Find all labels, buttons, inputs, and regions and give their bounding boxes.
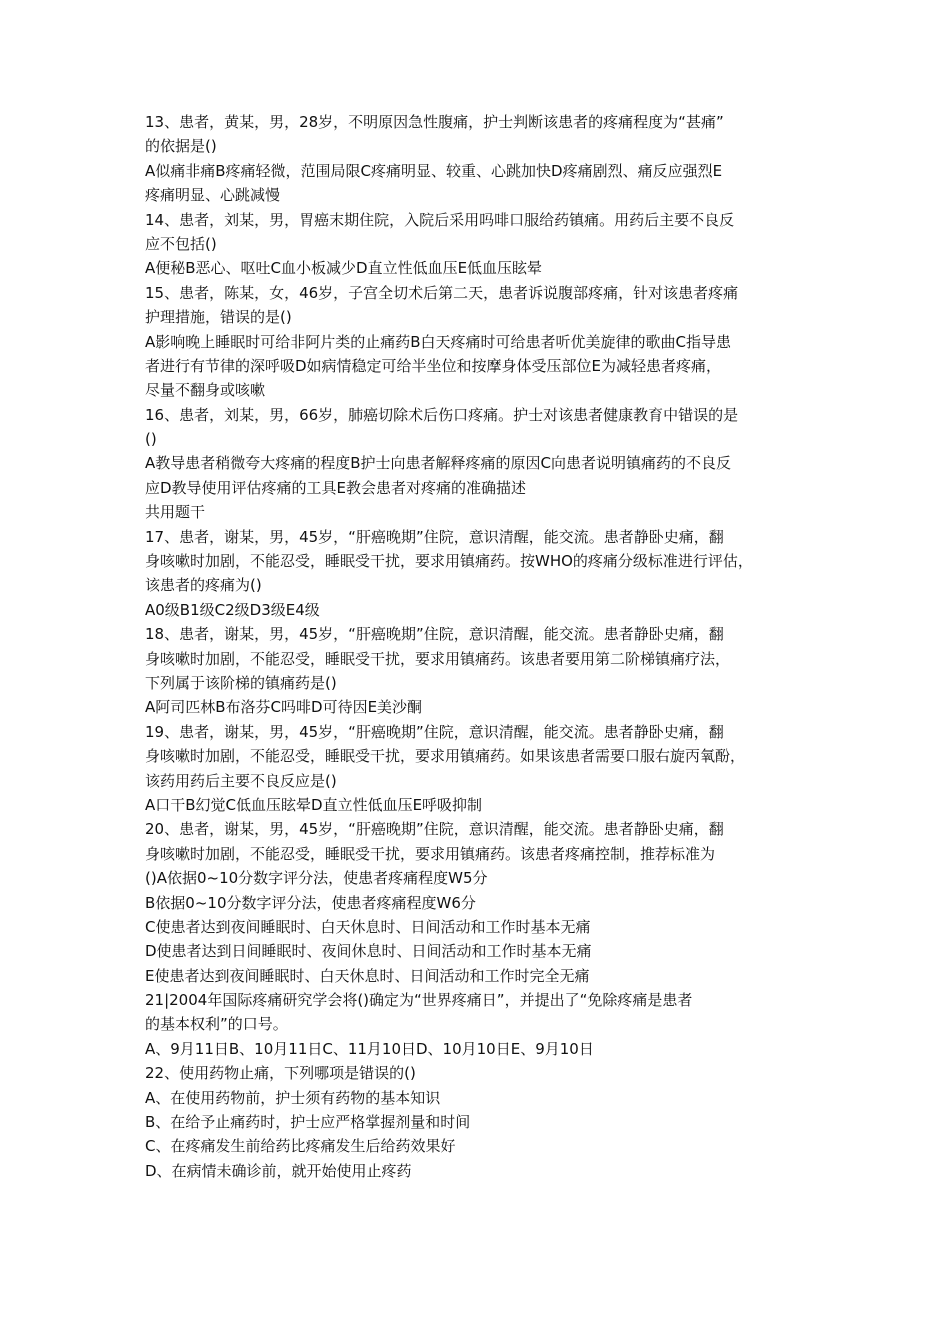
text-line: 护理措施，错误的是() bbox=[145, 308, 292, 327]
text-line: 该药用药后主要不良反应是() bbox=[145, 771, 337, 790]
text-line: 17、患者，谢某，男，45岁，“肝癌晚期”住院，意识清醒，能交流。患者静卧史痛，翻 bbox=[145, 527, 724, 546]
text-line: 22、使用药物止痛，下列哪项是错误的() bbox=[145, 1064, 416, 1083]
text-line: C使患者达到夜间睡眠时、白天休息时、日间活动和工作时基本无痛 bbox=[145, 917, 591, 936]
text-line: A影响晚上睡眠时可给非阿片类的止痛药B白天疼痛时可给患者听优美旋律的歌曲C指导患 bbox=[145, 332, 732, 351]
text-line: 14、患者，刘某，男，胃癌末期住院，入院后采用吗啡口服给药镇痛。用药后主要不良反 bbox=[145, 210, 735, 229]
text-line: D、在病情未确诊前，就开始使用止疼药 bbox=[145, 1161, 412, 1180]
document-page bbox=[145, 110, 835, 1183]
text-line: 13、患者，黄某，男，28岁，不明原因急性腹痛，护士判断该患者的疼痛程度为“甚痛” bbox=[145, 113, 724, 131]
text-line: 身咳嗽时加剧，不能忍受，睡眠受干扰，要求用镇痛药。按WHO的疼痛分级标准进行评估， bbox=[145, 552, 753, 571]
text-line: 20、患者，谢某，男，45岁，“肝癌晚期”住院，意识清醒，能交流。患者静卧史痛，翻 bbox=[145, 820, 724, 839]
text-line: 该患者的疼痛为() bbox=[145, 576, 262, 595]
text-line: A、在使用药物前，护士须有药物的基本知识 bbox=[145, 1088, 441, 1107]
text-line: 下列属于该阶梯的镇痛药是() bbox=[145, 673, 337, 692]
text-line: A教导患者稍微夸大疼痛的程度B护士向患者解释疼痛的原因C向患者说明镇痛药的不良反 bbox=[145, 454, 732, 473]
text-line: 18、患者，谢某，男，45岁，“肝癌晚期”住院，意识清醒，能交流。患者静卧史痛，翻 bbox=[145, 625, 724, 644]
text-line: 21|2004年国际疼痛研究学会将()确定为“世界疼痛日”，并提出了“免除疼痛是患者 bbox=[145, 991, 693, 1010]
text-line: B、在给予止痛药时，护士应严格掌握剂量和时间 bbox=[145, 1113, 471, 1132]
text-line: C、在疼痛发生前给药比疼痛发生后给药效果好 bbox=[145, 1137, 456, 1156]
text-line: A0级B1级C2级D3级E4级 bbox=[145, 600, 320, 619]
text-line: 16、患者，刘某，男，66岁，肺癌切除术后伤口疼痛。护士对该患者健康教育中错误的是 bbox=[145, 405, 739, 424]
text-line: A阿司匹林B布洛芬C吗啡D可待因E美沙酮 bbox=[145, 698, 423, 717]
text-line: 的基本权利”的口号。 bbox=[145, 1015, 288, 1034]
text-line: A、9月11日B、10月11日C、11月10日D、10月10日E、9月10日 bbox=[145, 1039, 594, 1058]
text-line: () bbox=[145, 430, 157, 449]
text-line: E使患者达到夜间睡眠时、白天休息时、日间活动和工作时完全无痛 bbox=[145, 966, 590, 985]
text-line: D使患者达到日间睡眠时、夜间休息时、日间活动和工作时基本无痛 bbox=[145, 942, 592, 961]
text-line: 应不包括() bbox=[145, 234, 217, 253]
text-line: 15、患者，陈某，女，46岁，子宫全切术后第二天，患者诉说腹部疼痛，针对该患者疼痛 bbox=[145, 283, 739, 302]
text-line: A便秘B恶心、呕吐C血小板减少D直立性低血压E低血压眩晕 bbox=[145, 259, 543, 278]
text-line: B依据0~10分数字评分法，使患者疼痛程度W6分 bbox=[145, 893, 476, 912]
text-line: 共用题干 bbox=[145, 503, 206, 522]
text-line: 的依据是() bbox=[145, 137, 217, 156]
text-line: ()A依据0~10分数字评分法，使患者疼痛程度W5分 bbox=[145, 869, 488, 888]
text-line: 身咳嗽时加剧，不能忍受，睡眠受干扰，要求用镇痛药。如果该患者需要口服右旋丙氧酚， bbox=[145, 747, 746, 766]
text-line: 者进行有节律的深呼吸D如病情稳定可给半坐位和按摩身体受压部位E为减轻患者疼痛， bbox=[145, 356, 722, 375]
text-line: 身咳嗽时加剧，不能忍受，睡眠受干扰，要求用镇痛药。该患者要用第二阶梯镇痛疗法， bbox=[145, 649, 731, 668]
text-line: A似痛非痛B疼痛轻微，范围局限C疼痛明显、较重、心跳加快D疼痛剧烈、痛反应强烈E bbox=[145, 161, 723, 180]
text-line: 19、患者，谢某，男，45岁，“肝癌晚期”住院，意识清醒，能交流。患者静卧史痛，翻 bbox=[145, 722, 724, 741]
text-line: 身咳嗽时加剧，不能忍受，睡眠受干扰，要求用镇痛药。该患者疼痛控制，推荐标准为 bbox=[145, 844, 716, 863]
text-line: A口干B幻觉C低血压眩晕D直立性低血压E呼吸抑制 bbox=[145, 795, 483, 814]
text-line: 疼痛明显、心跳减慢 bbox=[145, 186, 281, 205]
text-line: 应D教导使用评估疼痛的工具E教会患者对疼痛的准确描述 bbox=[145, 478, 527, 497]
text-line: 尽量不翻身或咳嗽 bbox=[145, 381, 266, 400]
